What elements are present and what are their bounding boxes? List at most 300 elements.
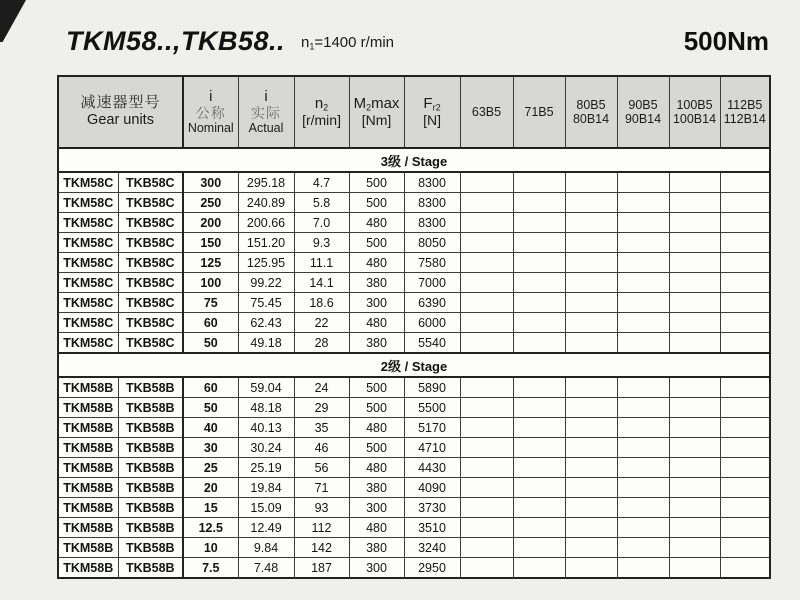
i-actual-value: 25.19 <box>238 458 294 478</box>
motor-flange-empty-cell <box>513 193 565 213</box>
i-nominal-zh: 公称 <box>195 104 226 121</box>
motor-flange-empty-cell <box>513 458 565 478</box>
motor-flange-empty-cell <box>460 313 513 333</box>
gear-unit-tkb: TKB58B <box>118 558 183 579</box>
motor-flange-empty-cell <box>513 538 565 558</box>
stage-band-row <box>58 148 770 172</box>
table-row <box>58 273 770 293</box>
motor-flange-empty-cell <box>460 498 513 518</box>
motor-90-line1: 90B5 <box>628 98 658 112</box>
motor-flange-empty-cell <box>669 313 720 333</box>
motor-flange-empty-cell <box>565 233 617 253</box>
page-title: TKM58..,TKB58.. <box>66 26 286 56</box>
torque-rating: 500Nm <box>683 26 769 56</box>
m2max-value: 480 <box>349 518 404 538</box>
i-nominal-symbol: i <box>209 87 213 105</box>
table-row <box>58 213 770 233</box>
i-actual-value: 7.48 <box>238 558 294 579</box>
col-header-fr2 <box>404 76 460 148</box>
motor-flange-empty-cell <box>460 273 513 293</box>
motor-71-label: 71B5 <box>524 105 554 119</box>
speed-subscript: 1 <box>309 41 315 52</box>
n2-value: 7.0 <box>294 213 349 233</box>
col-header-100B5-100B14 <box>669 76 720 148</box>
i-actual-value: 40.13 <box>238 418 294 438</box>
motor-flange-empty-cell <box>617 273 669 293</box>
i-nominal-value: 125 <box>183 253 238 273</box>
motor-flange-empty-cell <box>565 398 617 418</box>
motor-flange-empty-cell <box>565 538 617 558</box>
m2max-value: 500 <box>349 172 404 193</box>
motor-flange-empty-cell <box>460 518 513 538</box>
motor-flange-empty-cell <box>617 233 669 253</box>
m2max-value: 380 <box>349 478 404 498</box>
motor-flange-empty-cell <box>565 293 617 313</box>
motor-flange-empty-cell <box>513 518 565 538</box>
i-actual-value: 48.18 <box>238 398 294 418</box>
m2max-value: 480 <box>349 213 404 233</box>
n2-value: 11.1 <box>294 253 349 273</box>
motor-flange-empty-cell <box>669 273 720 293</box>
gear-unit-tkm: TKM58C <box>58 213 118 233</box>
motor-flange-empty-cell <box>617 172 669 193</box>
m2max-value: 480 <box>349 253 404 273</box>
fr2-value: 2950 <box>404 558 460 579</box>
motor-flange-empty-cell <box>513 293 565 313</box>
motor-flange-empty-cell <box>617 333 669 354</box>
motor-flange-empty-cell <box>513 172 565 193</box>
col-header-n2 <box>294 76 349 148</box>
i-actual-value: 200.66 <box>238 213 294 233</box>
n2-value: 9.3 <box>294 233 349 253</box>
motor-flange-empty-cell <box>669 478 720 498</box>
motor-flange-empty-cell <box>720 538 770 558</box>
i-actual-en: Actual <box>248 121 284 136</box>
gear-unit-tkm: TKM58C <box>58 333 118 354</box>
motor-flange-empty-cell <box>565 172 617 193</box>
gear-unit-tkm: TKM58B <box>58 478 118 498</box>
n2-value: 71 <box>294 478 349 498</box>
gear-unit-tkb: TKB58C <box>118 172 183 193</box>
motor-flange-empty-cell <box>460 233 513 253</box>
gear-unit-tkm: TKM58B <box>58 538 118 558</box>
motor-flange-empty-cell <box>669 398 720 418</box>
n2-value: 28 <box>294 333 349 354</box>
motor-flange-empty-cell <box>513 273 565 293</box>
motor-flange-empty-cell <box>669 293 720 313</box>
fr2-value: 5170 <box>404 418 460 438</box>
motor-flange-empty-cell <box>460 398 513 418</box>
motor-flange-empty-cell <box>669 233 720 253</box>
gear-unit-tkb: TKB58C <box>118 253 183 273</box>
table-row <box>58 498 770 518</box>
m2max-suffix: max <box>371 94 400 112</box>
motor-flange-empty-cell <box>720 458 770 478</box>
motor-flange-empty-cell <box>565 333 617 354</box>
motor-flange-empty-cell <box>565 418 617 438</box>
col-header-80B5-80B14 <box>565 76 617 148</box>
table-row <box>58 333 770 354</box>
motor-flange-empty-cell <box>460 253 513 273</box>
motor-flange-empty-cell <box>669 438 720 458</box>
m2max-subscript: 2 <box>366 102 372 113</box>
gear-unit-tkm: TKM58C <box>58 172 118 193</box>
col-header-112B5-112B14 <box>720 76 770 148</box>
i-nominal-en: Nominal <box>187 121 234 136</box>
motor-flange-empty-cell <box>720 398 770 418</box>
motor-flange-empty-cell <box>669 538 720 558</box>
motor-flange-empty-cell <box>720 478 770 498</box>
gear-unit-tkb: TKB58B <box>118 418 183 438</box>
table-row <box>58 293 770 313</box>
motor-flange-empty-cell <box>617 558 669 579</box>
motor-flange-empty-cell <box>565 558 617 579</box>
motor-flange-empty-cell <box>720 498 770 518</box>
motor-112-line1: 112B5 <box>727 98 763 112</box>
gear-unit-tkm: TKM58C <box>58 273 118 293</box>
i-actual-value: 9.84 <box>238 538 294 558</box>
m2max-value: 480 <box>349 458 404 478</box>
motor-flange-empty-cell <box>720 313 770 333</box>
gear-unit-tkm: TKM58C <box>58 253 118 273</box>
i-actual-value: 75.45 <box>238 293 294 313</box>
motor-flange-empty-cell <box>617 518 669 538</box>
i-nominal-value: 50 <box>183 398 238 418</box>
m2max-value: 500 <box>349 377 404 398</box>
fr2-value: 8300 <box>404 213 460 233</box>
motor-flange-empty-cell <box>513 333 565 354</box>
i-nominal-value: 300 <box>183 172 238 193</box>
n2-value: 35 <box>294 418 349 438</box>
i-actual-value: 125.95 <box>238 253 294 273</box>
i-actual-value: 99.22 <box>238 273 294 293</box>
gear-unit-tkm: TKM58B <box>58 438 118 458</box>
n2-symbol: n <box>314 94 324 112</box>
motor-flange-empty-cell <box>460 538 513 558</box>
table-row <box>58 313 770 333</box>
motor-flange-empty-cell <box>720 273 770 293</box>
motor-flange-empty-cell <box>617 253 669 273</box>
i-nominal-value: 250 <box>183 193 238 213</box>
m2max-value: 480 <box>349 313 404 333</box>
motor-flange-empty-cell <box>565 213 617 233</box>
gear-unit-tkm: TKM58B <box>58 458 118 478</box>
fr2-value: 5540 <box>404 333 460 354</box>
fr2-symbol: F <box>423 94 433 112</box>
i-actual-value: 295.18 <box>238 172 294 193</box>
i-actual-value: 151.20 <box>238 233 294 253</box>
motor-flange-empty-cell <box>460 333 513 354</box>
motor-63-label: 63B5 <box>471 105 502 119</box>
i-actual-value: 49.18 <box>238 333 294 354</box>
gear-unit-tkm: TKM58B <box>58 558 118 579</box>
gear-unit-tkb: TKB58B <box>118 518 183 538</box>
i-nominal-value: 200 <box>183 213 238 233</box>
table-row <box>58 438 770 458</box>
motor-flange-empty-cell <box>617 193 669 213</box>
n2-value: 29 <box>294 398 349 418</box>
table-row <box>58 418 770 438</box>
motor-flange-empty-cell <box>669 518 720 538</box>
gear-unit-tkb: TKB58B <box>118 398 183 418</box>
motor-flange-empty-cell <box>460 458 513 478</box>
n2-value: 24 <box>294 377 349 398</box>
motor-flange-empty-cell <box>565 478 617 498</box>
gear-unit-tkb: TKB58C <box>118 213 183 233</box>
i-actual-value: 19.84 <box>238 478 294 498</box>
gear-unit-tkb: TKB58C <box>118 193 183 213</box>
m2max-value: 380 <box>349 273 404 293</box>
i-nominal-value: 7.5 <box>183 558 238 579</box>
motor-flange-empty-cell <box>720 558 770 579</box>
gear-unit-tkb: TKB58C <box>118 313 183 333</box>
n2-value: 18.6 <box>294 293 349 313</box>
m2max-value: 380 <box>349 333 404 354</box>
m2max-value: 300 <box>349 558 404 579</box>
motor-flange-empty-cell <box>617 498 669 518</box>
i-nominal-value: 25 <box>183 458 238 478</box>
motor-flange-empty-cell <box>669 377 720 398</box>
gear-units-zh: 减速器型号 <box>80 94 161 112</box>
i-nominal-value: 150 <box>183 233 238 253</box>
gear-unit-tkb: TKB58B <box>118 377 183 398</box>
fr2-value: 4710 <box>404 438 460 458</box>
n2-value: 4.7 <box>294 172 349 193</box>
m2max-value: 300 <box>349 498 404 518</box>
table-body <box>58 148 770 578</box>
i-nominal-value: 20 <box>183 478 238 498</box>
table-row <box>58 558 770 579</box>
motor-flange-empty-cell <box>617 313 669 333</box>
motor-flange-empty-cell <box>720 233 770 253</box>
fr2-value: 3240 <box>404 538 460 558</box>
motor-flange-empty-cell <box>565 518 617 538</box>
n2-value: 142 <box>294 538 349 558</box>
gear-unit-tkb: TKB58B <box>118 438 183 458</box>
motor-flange-empty-cell <box>720 253 770 273</box>
fr2-value: 5500 <box>404 398 460 418</box>
stage-band-label: 2级 / Stage <box>58 353 770 377</box>
motor-flange-empty-cell <box>513 313 565 333</box>
motor-flange-empty-cell <box>565 193 617 213</box>
motor-flange-empty-cell <box>720 518 770 538</box>
motor-flange-empty-cell <box>460 193 513 213</box>
motor-flange-empty-cell <box>669 193 720 213</box>
i-nominal-value: 60 <box>183 313 238 333</box>
motor-flange-empty-cell <box>617 213 669 233</box>
motor-flange-empty-cell <box>460 172 513 193</box>
motor-flange-empty-cell <box>513 213 565 233</box>
motor-flange-empty-cell <box>720 172 770 193</box>
motor-flange-empty-cell <box>460 418 513 438</box>
fr2-subscript: r2 <box>432 102 441 113</box>
col-header-90B5-90B14 <box>617 76 669 148</box>
table-row <box>58 458 770 478</box>
gear-unit-tkm: TKM58C <box>58 233 118 253</box>
motor-flange-empty-cell <box>565 377 617 398</box>
i-actual-value: 240.89 <box>238 193 294 213</box>
motor-80-line1: 80B5 <box>576 98 606 112</box>
fr2-value: 8300 <box>404 193 460 213</box>
gear-unit-tkm: TKM58B <box>58 377 118 398</box>
i-nominal-value: 15 <box>183 498 238 518</box>
gear-unit-tkb: TKB58C <box>118 273 183 293</box>
motor-flange-empty-cell <box>617 377 669 398</box>
i-actual-value: 59.04 <box>238 377 294 398</box>
n2-subscript: 2 <box>323 102 329 113</box>
motor-flange-empty-cell <box>513 438 565 458</box>
motor-flange-empty-cell <box>565 313 617 333</box>
gear-unit-tkb: TKB58B <box>118 538 183 558</box>
gear-unit-tkm: TKM58C <box>58 293 118 313</box>
motor-flange-empty-cell <box>617 398 669 418</box>
motor-flange-empty-cell <box>513 377 565 398</box>
gear-unit-tkb: TKB58B <box>118 458 183 478</box>
fr2-value: 6000 <box>404 313 460 333</box>
motor-flange-empty-cell <box>720 333 770 354</box>
fr2-value: 7000 <box>404 273 460 293</box>
motor-flange-empty-cell <box>720 418 770 438</box>
motor-flange-empty-cell <box>513 253 565 273</box>
scan-corner-artifact <box>0 0 26 42</box>
motor-80-line2: 80B14 <box>572 112 610 126</box>
col-header-63B5 <box>460 76 513 148</box>
fr2-value: 6390 <box>404 293 460 313</box>
fr2-value: 3730 <box>404 498 460 518</box>
motor-flange-empty-cell <box>513 558 565 579</box>
n2-unit: [r/min] <box>302 111 341 128</box>
motor-flange-empty-cell <box>617 293 669 313</box>
i-nominal-value: 50 <box>183 333 238 354</box>
col-header-m2max <box>349 76 404 148</box>
motor-flange-empty-cell <box>460 377 513 398</box>
i-actual-value: 30.24 <box>238 438 294 458</box>
motor-100-line2: 100B14 <box>672 112 717 126</box>
i-actual-value: 12.49 <box>238 518 294 538</box>
motor-flange-empty-cell <box>617 458 669 478</box>
motor-flange-empty-cell <box>513 478 565 498</box>
fr2-value: 4430 <box>404 458 460 478</box>
gear-unit-tkm: TKM58C <box>58 313 118 333</box>
i-nominal-value: 60 <box>183 377 238 398</box>
motor-flange-empty-cell <box>460 478 513 498</box>
gear-unit-tkb: TKB58C <box>118 293 183 313</box>
n2-value: 22 <box>294 313 349 333</box>
gear-unit-tkm: TKM58B <box>58 418 118 438</box>
motor-flange-empty-cell <box>513 418 565 438</box>
n2-value: 14.1 <box>294 273 349 293</box>
n2-value: 93 <box>294 498 349 518</box>
motor-100-line1: 100B5 <box>676 98 713 112</box>
gear-unit-tkb: TKB58B <box>118 498 183 518</box>
motor-flange-empty-cell <box>460 438 513 458</box>
motor-flange-empty-cell <box>669 253 720 273</box>
motor-flange-empty-cell <box>460 293 513 313</box>
n2-value: 112 <box>294 518 349 538</box>
motor-flange-empty-cell <box>720 193 770 213</box>
motor-flange-empty-cell <box>669 172 720 193</box>
speed-symbol: n <box>301 34 310 51</box>
col-header-gear-units <box>58 76 183 148</box>
gear-units-en: Gear units <box>87 112 154 129</box>
motor-flange-empty-cell <box>513 398 565 418</box>
m2max-unit: [Nm] <box>361 111 392 128</box>
i-actual-symbol: i <box>264 87 268 105</box>
gear-unit-tkm: TKM58B <box>58 498 118 518</box>
motor-flange-empty-cell <box>460 558 513 579</box>
i-nominal-value: 30 <box>183 438 238 458</box>
table-row <box>58 398 770 418</box>
motor-flange-empty-cell <box>565 458 617 478</box>
stage-band-label: 3级 / Stage <box>58 148 770 172</box>
table-row <box>58 538 770 558</box>
m2max-value: 300 <box>349 293 404 313</box>
motor-flange-empty-cell <box>617 538 669 558</box>
table-row <box>58 518 770 538</box>
input-speed-label <box>301 34 394 51</box>
table-row <box>58 478 770 498</box>
motor-flange-empty-cell <box>460 213 513 233</box>
i-nominal-value: 75 <box>183 293 238 313</box>
motor-flange-empty-cell <box>565 273 617 293</box>
motor-flange-empty-cell <box>669 498 720 518</box>
i-nominal-value: 40 <box>183 418 238 438</box>
motor-90-line2: 90B14 <box>624 112 662 126</box>
m2max-symbol: M <box>353 94 367 112</box>
fr2-value: 3510 <box>404 518 460 538</box>
motor-flange-empty-cell <box>565 438 617 458</box>
motor-flange-empty-cell <box>720 293 770 313</box>
motor-flange-empty-cell <box>720 377 770 398</box>
i-actual-value: 62.43 <box>238 313 294 333</box>
n2-value: 187 <box>294 558 349 579</box>
gear-unit-tkb: TKB58C <box>118 233 183 253</box>
m2max-value: 500 <box>349 438 404 458</box>
stage-band-row <box>58 353 770 377</box>
n2-value: 5.8 <box>294 193 349 213</box>
col-header-i-nominal <box>183 76 238 148</box>
fr2-value: 8050 <box>404 233 460 253</box>
i-nominal-value: 100 <box>183 273 238 293</box>
fr2-value: 4090 <box>404 478 460 498</box>
gear-unit-tkm: TKM58C <box>58 193 118 213</box>
i-actual-value: 15.09 <box>238 498 294 518</box>
table-row <box>58 377 770 398</box>
col-header-i-actual <box>238 76 294 148</box>
m2max-value: 500 <box>349 398 404 418</box>
motor-flange-empty-cell <box>669 458 720 478</box>
motor-flange-empty-cell <box>513 498 565 518</box>
motor-flange-empty-cell <box>720 213 770 233</box>
fr2-value: 5890 <box>404 377 460 398</box>
speed-value: =1400 r/min <box>314 34 394 51</box>
i-nominal-value: 12.5 <box>183 518 238 538</box>
motor-flange-empty-cell <box>617 418 669 438</box>
table-row <box>58 172 770 193</box>
i-actual-zh: 实际 <box>251 104 282 121</box>
fr2-value: 7580 <box>404 253 460 273</box>
gear-unit-tkb: TKB58B <box>118 478 183 498</box>
fr2-value: 8300 <box>404 172 460 193</box>
gear-unit-tkb: TKB58C <box>118 333 183 354</box>
motor-flange-empty-cell <box>617 438 669 458</box>
gear-unit-tkm: TKM58B <box>58 398 118 418</box>
motor-flange-empty-cell <box>669 558 720 579</box>
m2max-value: 380 <box>349 538 404 558</box>
motor-flange-empty-cell <box>617 478 669 498</box>
motor-flange-empty-cell <box>669 418 720 438</box>
fr2-unit: [N] <box>423 111 441 128</box>
